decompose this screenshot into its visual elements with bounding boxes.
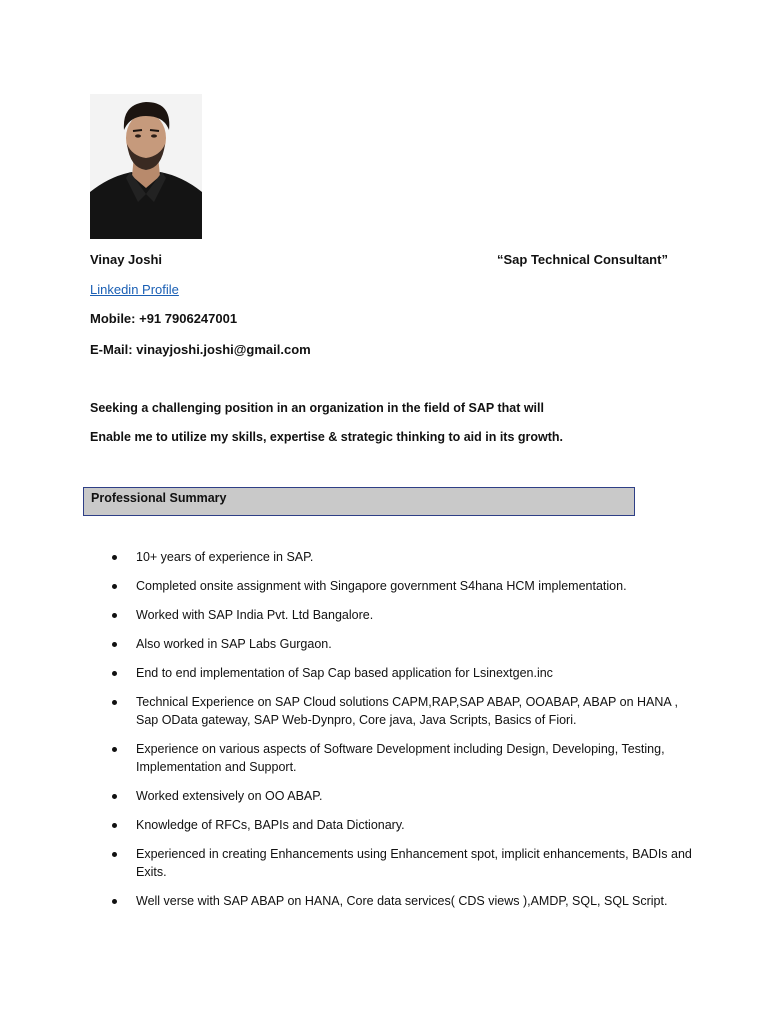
list-item-text: Well verse with SAP ABAP on HANA, Core data services( CDS views ),AMDP, SQL, SQL Script.: [136, 894, 668, 908]
list-item-text: Knowledge of RFCs, BAPIs and Data Dictionary.: [136, 818, 405, 832]
bullet-icon: [112, 584, 117, 589]
list-item: [112, 787, 692, 805]
bullet-icon: [112, 700, 117, 705]
section-title: Professional Summary: [91, 491, 227, 505]
list-item: [112, 577, 692, 595]
list-item: [112, 635, 692, 653]
bullet-icon: [112, 642, 117, 647]
linkedin-profile-link[interactable]: Linkedin Profile: [90, 282, 179, 297]
list-item-text: Worked with SAP India Pvt. Ltd Bangalore.: [136, 608, 374, 622]
professional-summary-list: [112, 548, 692, 921]
list-item: [112, 892, 692, 910]
profile-photo: [90, 94, 202, 239]
list-item: [112, 664, 692, 682]
list-item: [112, 693, 692, 729]
list-item-text: Also worked in SAP Labs Gurgaon.: [136, 637, 332, 651]
list-item-text: Completed onsite assignment with Singapore government S4hana HCM implementation.: [136, 579, 627, 593]
mobile-number: Mobile: +91 7906247001: [90, 311, 238, 326]
objective-line-2: Enable me to utilize my skills, expertise & strategic thinking to aid in its growth.: [90, 430, 564, 444]
bullet-icon: [112, 747, 117, 752]
bullet-icon: [112, 852, 117, 857]
list-item-text: Experienced in creating Enhancements using Enhancement spot, implicit enhancements, BADIs and Exits.: [136, 847, 692, 879]
list-item: [112, 606, 692, 624]
list-item: [112, 816, 692, 834]
candidate-name: Vinay Joshi: [90, 252, 163, 267]
bullet-icon: [112, 899, 117, 904]
list-item-text: Experience on various aspects of Software Development including Design, Developing, Testing, Implementation and Support.: [136, 742, 665, 774]
bullet-icon: [112, 823, 117, 828]
list-item-text: Technical Experience on SAP Cloud solutions CAPM,RAP,SAP ABAP, OOABAP, ABAP on HANA , Sap OData gateway, SAP Web-Dynpro, Core java, Java Scripts, Basics of Fiori.: [136, 695, 678, 727]
bullet-icon: [112, 555, 117, 560]
email-address: E-Mail: vinayjoshi.joshi@gmail.com: [90, 342, 311, 357]
list-item-text: 10+ years of experience in SAP.: [136, 550, 314, 564]
list-item: [112, 740, 692, 776]
list-item: [112, 845, 692, 881]
bullet-icon: [112, 613, 117, 618]
bullet-icon: [112, 671, 117, 676]
bullet-icon: [112, 794, 117, 799]
list-item-text: End to end implementation of Sap Cap based application for Lsinextgen.inc: [136, 666, 553, 680]
list-item-text: Worked extensively on OO ABAP.: [136, 789, 323, 803]
list-item: [112, 548, 692, 566]
job-title: “Sap Technical Consultant”: [497, 252, 668, 267]
section-header-professional-summary: [83, 487, 635, 516]
objective-line-1: Seeking a challenging position in an organization in the field of SAP that will: [90, 401, 544, 415]
